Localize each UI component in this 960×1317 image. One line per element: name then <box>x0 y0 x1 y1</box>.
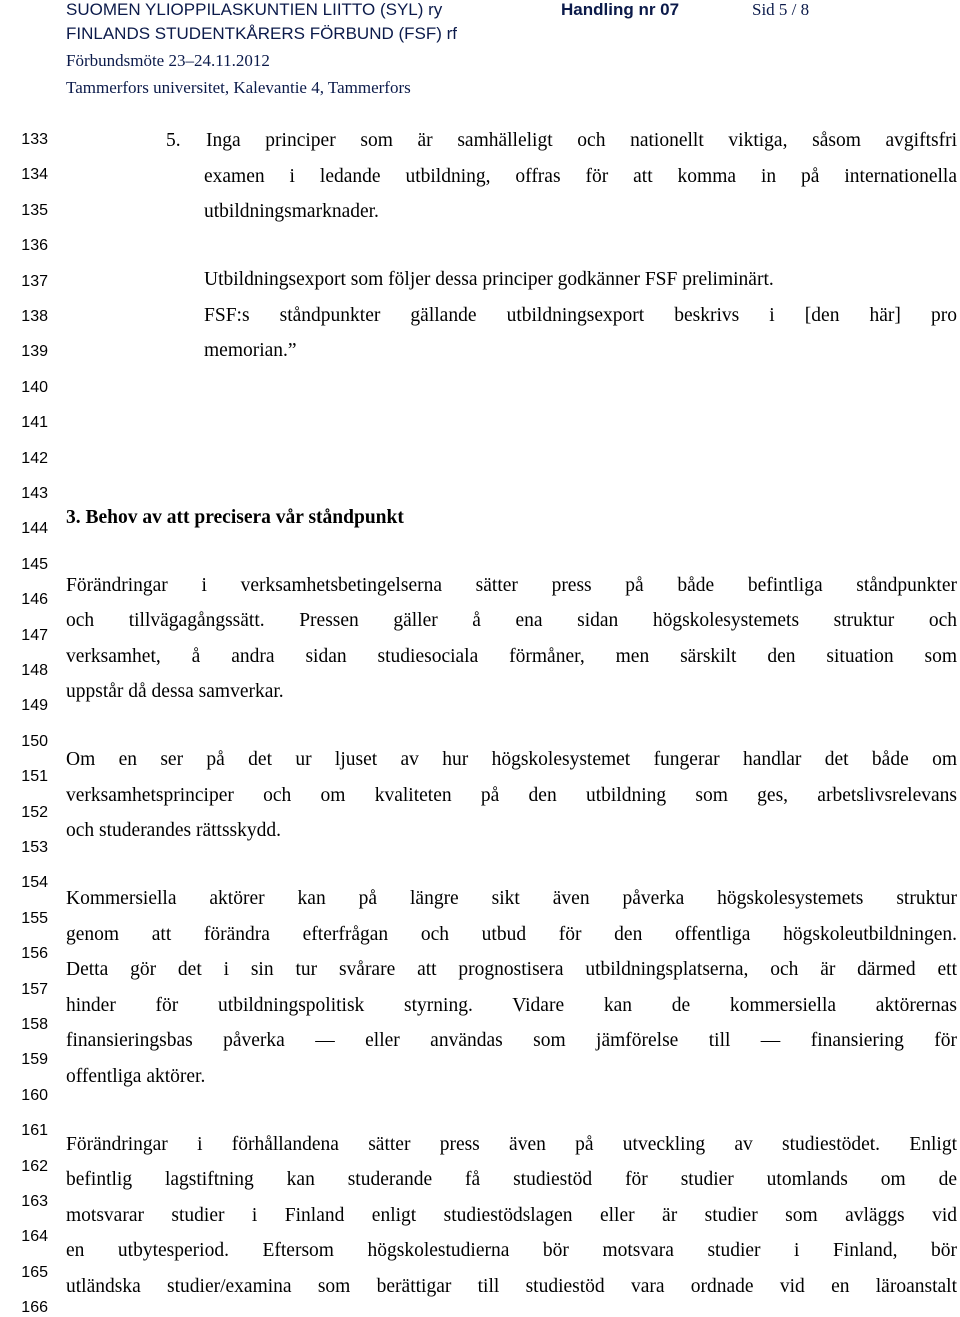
p3-line-5: finansieringsbas påverka — eller användas som jämförelse till — finansiering för <box>66 1030 957 1051</box>
p2-line-1: Om en ser på det ur ljuset av hur högskolesystemet fungerar handlar det både om <box>66 749 957 770</box>
line-number: 145 <box>21 555 48 573</box>
line-number: 164 <box>21 1228 48 1246</box>
section-heading: 3. Behov av att precisera vår ståndpunkt <box>66 507 404 528</box>
item5-line-1: Inga principer som är samhälleligt och nationellt viktiga, såsom avgiftsfri <box>206 130 957 151</box>
line-number: 135 <box>21 201 48 219</box>
p1-line-4: uppstår då dessa samverkar. <box>66 681 284 702</box>
line-number: 137 <box>21 272 48 290</box>
header-org-sv: FINLANDS STUDENTKÅRERS FÖRBUND (FSF) rf <box>66 24 458 43</box>
line-number: 162 <box>21 1157 48 1175</box>
line-number: 163 <box>21 1193 48 1210</box>
page-number: Sid 5 / 8 <box>752 0 810 19</box>
line-number: 153 <box>21 839 48 856</box>
item5-line-2: examen i ledande utbildning, offras för att komma in på internationella <box>204 166 957 187</box>
header-meeting: Förbundsmöte 23–24.11.2012 <box>66 51 270 70</box>
line-number: 141 <box>21 414 48 432</box>
line-number: 147 <box>21 626 48 644</box>
line-number: 156 <box>21 945 48 963</box>
line-number: 151 <box>21 768 48 786</box>
line-number: 152 <box>21 803 48 821</box>
list-item-number: 5. <box>166 130 181 151</box>
line-number: 142 <box>21 449 48 467</box>
line-number: 134 <box>21 166 48 184</box>
p1-line-1: Förändringar i verksamhetsbetingelserna sätter press på både befintliga ståndpunkter <box>66 575 957 596</box>
line-number: 143 <box>21 485 48 502</box>
p4-line-2: befintlig lagstiftning kan studerande få studiestöd för studier utomlands om de <box>66 1169 957 1190</box>
line-number: 157 <box>21 980 48 998</box>
line-number: 154 <box>21 874 48 892</box>
p4-line-1: Förändringar i förhållandena sätter press även på utveckling av studiestödet. Enligt <box>66 1134 957 1155</box>
note-line-2: FSF:s ståndpunkter gällande utbildningsexport beskrivs i [den här] pro <box>204 305 957 326</box>
p4-line-5: utländska studier/examina som berättigar till studiestöd vara ordnade vid en läroanstalt <box>66 1276 957 1297</box>
p2-line-2: verksamhetsprinciper och om kvaliteten på den utbildning som ges, arbetslivsrelevans <box>66 785 957 806</box>
line-number: 139 <box>21 343 48 361</box>
p4-line-4: en utbytesperiod. Eftersom högskolestudierna bör motsvara studier i Finland, bör <box>66 1240 957 1261</box>
p2-line-3: och studerandes rättsskydd. <box>66 820 281 841</box>
line-number: 159 <box>21 1051 48 1069</box>
p1-line-3: verksamhet, å andra sidan studiesociala förmåner, men särskilt den situation som <box>66 646 957 667</box>
line-number: 138 <box>21 308 48 325</box>
line-number: 150 <box>21 732 48 750</box>
line-number: 140 <box>21 378 48 396</box>
p3-line-4: hinder för utbildningspolitisk styrning. Vidare kan de kommersiella aktörernas <box>66 995 957 1016</box>
line-number: 146 <box>21 591 48 609</box>
line-number: 136 <box>21 237 48 255</box>
item5-line-3: utbildningsmarknader. <box>204 201 379 222</box>
line-number: 158 <box>21 1016 48 1033</box>
line-number: 155 <box>21 909 48 927</box>
note-line-1: Utbildningsexport som följer dessa principer godkänner FSF preliminärt. <box>204 269 774 290</box>
line-number: 165 <box>21 1263 48 1281</box>
p3-line-2: genom att förändra efterfrågan och utbud för den offentliga högskoleutbildningen. <box>66 924 957 945</box>
document-number: Handling nr 07 <box>561 0 680 19</box>
p3-line-3: Detta gör det i sin tur svårare att prognostisera utbildningsplatserna, och är därmed ett <box>66 959 957 980</box>
line-number: 160 <box>21 1086 48 1104</box>
p3-line-6: offentliga aktörer. <box>66 1066 206 1087</box>
header-org-fi: SUOMEN YLIOPPILASKUNTIEN LIITTO (SYL) ry <box>66 0 443 19</box>
line-number: 148 <box>21 662 48 679</box>
note-line-3: memorian.” <box>204 340 297 361</box>
line-number: 161 <box>21 1122 48 1140</box>
p3-line-1: Kommersiella aktörer kan på längre sikt även påverka högskolesystemets struktur <box>66 888 957 909</box>
header-venue: Tammerfors universitet, Kalevantie 4, Tammerfors <box>66 78 411 97</box>
p1-line-2: och tillvägagångssätt. Pressen gäller å ena sidan högskolesystemets struktur och <box>66 610 957 631</box>
p4-line-3: motsvarar studier i Finland enligt studiestödslagen eller är studier som avläggs vid <box>66 1205 957 1226</box>
line-number: 144 <box>21 520 48 538</box>
line-number: 149 <box>21 697 48 715</box>
line-number: 166 <box>21 1299 48 1317</box>
line-number: 133 <box>21 131 48 148</box>
